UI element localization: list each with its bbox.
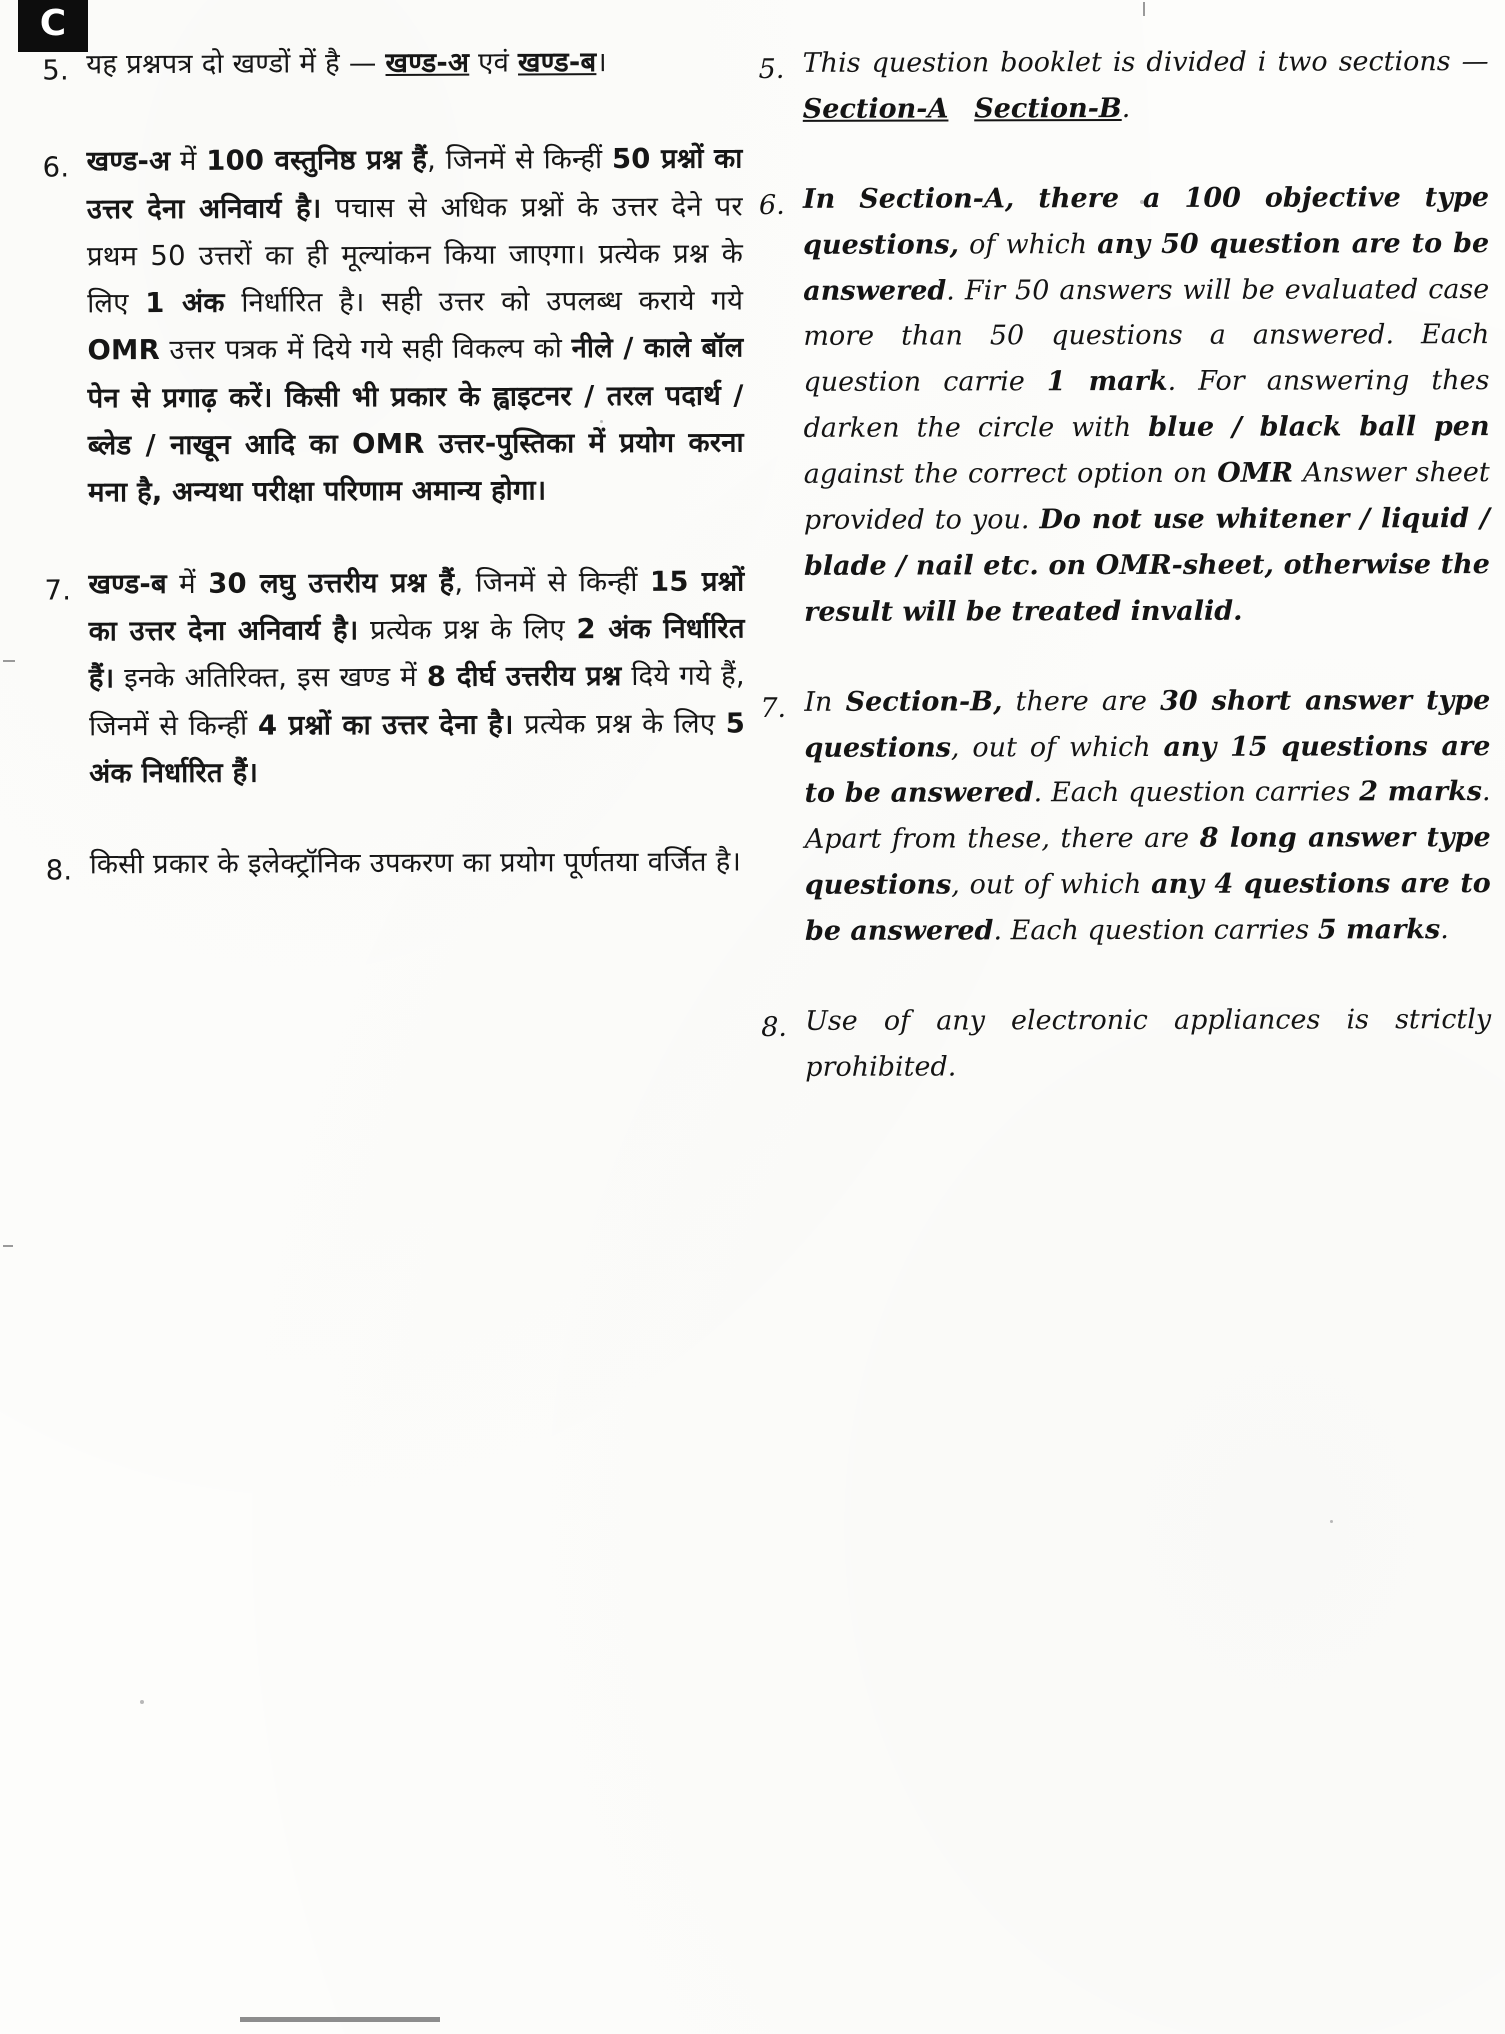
english-instruction-item	[759, 175, 1490, 636]
english-item-text: In Section-A, there a 100 objective type questions, of which any 50 question are to be answered. Fir 50 answers will be evaluated case more than 50 questions a answered. Each question carrie 1 mark. For answering thes darken the circle with blue / black ball pen against the correct option on OMR Answer sheet provided to you. Do not use whitener / liquid / blade / nail etc. on OMR-sheet, otherwise the result will be treated invalid.	[802, 181, 1491, 628]
hindi-item-text: खण्ड-ब में 30 लघु उत्तरीय प्रश्न हैं, जिनमें से किन्हीं 15 प्रश्नों का उत्तर देना अनिवार्य है। प्रत्येक प्रश्न के लिए 2 अंक निर्धारित हैं। इनके अतिरिक्त, इस खण्ड में 8 दीर्घ उत्तरीय प्रश्न दिये गये हैं, जिनमें से किन्हीं 4 प्रश्नों का उत्तर देना है। प्रत्येक प्रश्न के लिए 5 अंक निर्धारित हैं।	[88, 565, 746, 790]
hindi-item-text: खण्ड-अ में 100 वस्तुनिष्ठ प्रश्न हैं, जिनमें से किन्हीं 50 प्रश्नों का उत्तर देना अनिवार्य है। पचास से अधिक प्रश्नों के उत्तर देने पर प्रथम 50 उत्तरों का ही मूल्यांकन किया जाएगा। प्रत्येक प्रश्न के लिए 1 अंक निर्धारित है। सही उत्तर को उपलब्ध कराये गये OMR उत्तर पत्रक में दिये गये सही विकल्प को नीले / काले बॉल पेन से प्रगाढ़ करें। किसी भी प्रकार के ह्वाइटनर / तरल पदार्थ / ब्लेड / नाखून आदि का OMR उत्तर-पुस्तिका में प्रयोग करना मना है, अन्यथा परीक्षा परिणाम अमान्य होगा।	[86, 142, 744, 509]
hindi-item-number: 8.	[45, 854, 73, 887]
hindi-item-number: 5.	[42, 54, 69, 87]
english-item-text: Use of any electronic appliances is strictly prohibited.	[805, 1004, 1492, 1083]
hindi-item-number: 7.	[44, 574, 72, 607]
english-item-number: 7.	[760, 692, 787, 724]
hindi-item-text: किसी प्रकार के इलेक्ट्रॉनिक उपकरण का प्रयोग पूर्णतया वर्जित है।	[89, 845, 742, 881]
english-instruction-item	[760, 678, 1491, 955]
hindi-item-number: 6.	[42, 151, 70, 184]
booklet-code-label: C	[39, 3, 67, 44]
hindi-instruction-item	[46, 839, 746, 895]
english-instructions-column	[759, 39, 1492, 1121]
english-item-text: This question booklet is divided i two sections — Section-A Section-B.	[802, 46, 1489, 125]
english-item-number: 5.	[758, 53, 785, 85]
english-item-text: In Section-B, there are 30 short answer type questions, out of which any 15 questions are to be answered. Each question carries 2 marks. Apart from these, there are 8 long answer type questions, out of which any 4 questions are to be answered. Each question carries 5 marks.	[804, 684, 1491, 947]
hindi-instruction-item	[42, 38, 742, 94]
hindi-instruction-item	[44, 558, 745, 798]
english-item-number: 6.	[758, 189, 785, 221]
english-item-number: 8.	[761, 1011, 787, 1043]
hindi-instructions-column	[42, 38, 746, 924]
hindi-instruction-item	[43, 136, 745, 517]
english-instruction-item	[761, 997, 1491, 1091]
hindi-item-text: यह प्रश्नपत्र दो खण्डों में है — खण्ड-अ एवं खण्ड-ब।	[86, 46, 608, 81]
english-instruction-item	[759, 39, 1489, 133]
